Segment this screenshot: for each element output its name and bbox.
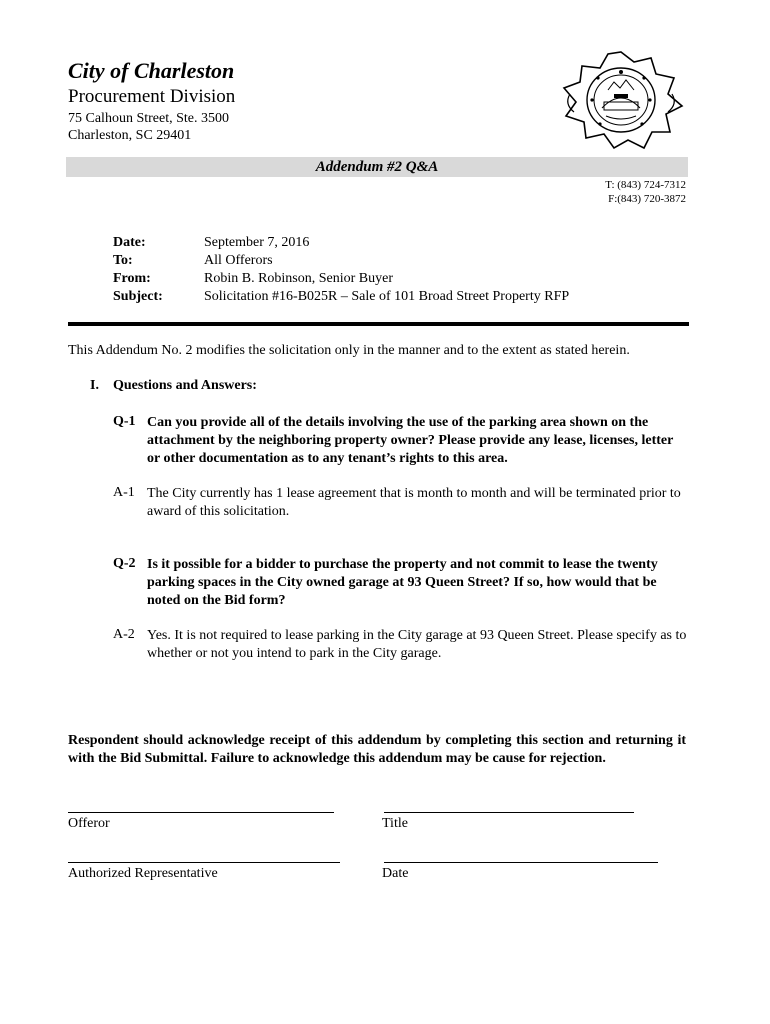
header-divider — [68, 322, 689, 326]
answer-1-label: A-1 — [113, 485, 135, 500]
offeror-signature-line[interactable] — [68, 812, 334, 813]
title-signature-line[interactable] — [384, 812, 634, 813]
question-2-label: Q-2 — [113, 556, 136, 571]
answer-2-label: A-2 — [113, 627, 135, 642]
address-line-2: Charleston, SC 29401 — [68, 128, 192, 143]
city-seal-icon — [556, 48, 686, 152]
city-name: City of Charleston — [68, 58, 235, 83]
memo-subject-value: Solicitation #16-B025R – Sale of 101 Broad Street Property RFP — [204, 289, 570, 304]
fax-number: F:(843) 720-3872 — [608, 193, 686, 205]
memo-date-label: Date: — [113, 235, 146, 250]
section-title: Questions and Answers: — [113, 378, 257, 393]
memo-date-value: September 7, 2016 — [204, 235, 310, 250]
authorized-rep-label: Authorized Representative — [68, 866, 218, 881]
section-number: I. — [90, 378, 99, 393]
title-label: Title — [382, 816, 408, 831]
address-line-1: 75 Calhoun Street, Ste. 3500 — [68, 111, 229, 126]
date-label: Date — [382, 866, 409, 881]
acknowledgement-text: Respondent should acknowledge receipt of this addendum by completing this section and returning it with the Bid Submittal. Failure to acknowledge this addendum may be cause for rejection. — [68, 733, 686, 766]
memo-from-label: From: — [113, 271, 151, 286]
question-1-text: Can you provide all of the details involving the use of the parking area shown on the attachment by the neighboring property owner? Please provide any lease, licenses, letter or other documentation as to any tenant’s rights to this area. — [147, 415, 674, 466]
division-name: Procurement Division — [68, 86, 236, 107]
question-2-text: Is it possible for a bidder to purchase the property and not commit to lease the twenty parking spaces in the City owned garage at 93 Queen Street? If so, how would that be noted on the Bid form? — [147, 557, 658, 608]
question-1-label: Q-1 — [113, 414, 136, 429]
memo-subject-label: Subject: — [113, 289, 163, 304]
memo-to-label: To: — [113, 253, 133, 268]
intro-paragraph: This Addendum No. 2 modifies the solicitation only in the manner and to the extent as stated herein. — [68, 343, 630, 358]
answer-2-text: Yes. It is not required to lease parking in the City garage at 93 Queen Street. Please specify as to whether or not you intend to park in the City garage. — [147, 628, 687, 661]
phone-number: T: (843) 724-7312 — [605, 179, 686, 191]
memo-to-value: All Offerors — [204, 253, 273, 268]
offeror-label: Offeror — [68, 816, 110, 831]
addendum-title: Addendum #2 Q&A — [66, 157, 688, 177]
answer-1-text: The City currently has 1 lease agreement that is month to month and will be terminated prior to award of this solicitation. — [147, 486, 681, 519]
authorized-rep-signature-line[interactable] — [68, 862, 340, 863]
memo-from-value: Robin B. Robinson, Senior Buyer — [204, 271, 394, 286]
date-signature-line[interactable] — [384, 862, 658, 863]
